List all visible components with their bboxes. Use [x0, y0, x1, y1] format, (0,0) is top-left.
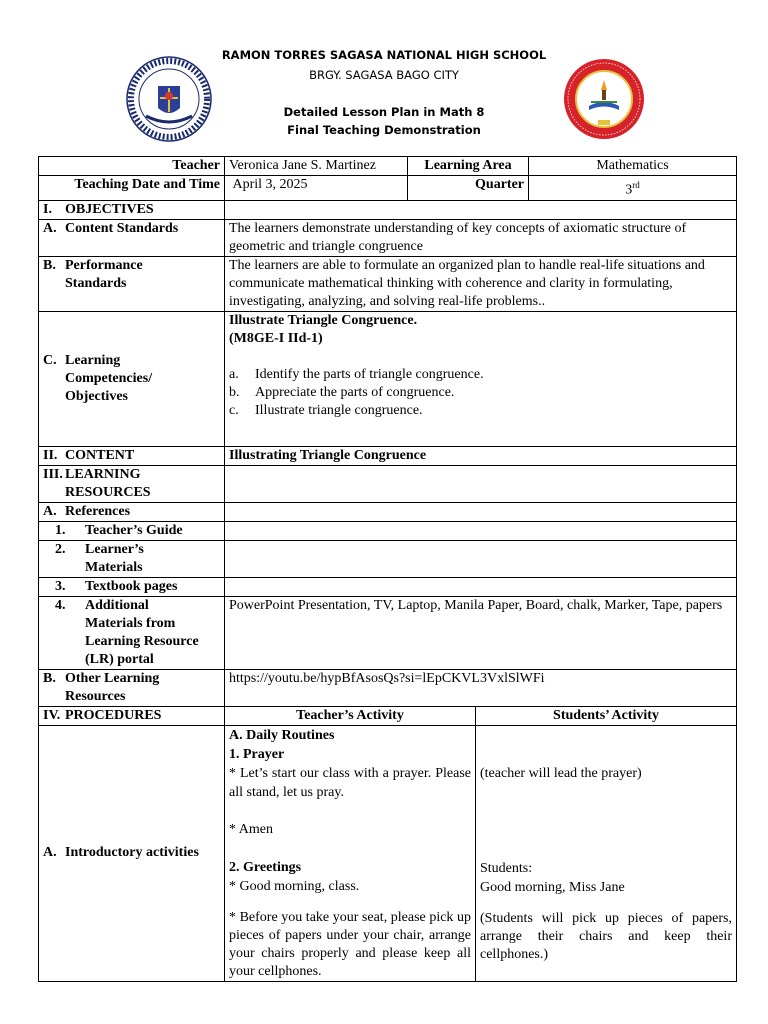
prayer-text: * Let’s start our class with a prayer. Please all stand, let us pray.	[229, 765, 471, 800]
learning-resources-row	[39, 465, 737, 502]
greetings-student-text: Good morning, Miss Jane	[480, 879, 625, 895]
greetings-text: * Good morning, class.	[229, 878, 360, 894]
introductory-activities-label: A. Introductory activities	[39, 725, 225, 981]
objective-item: c. Illustrate triangle congruence.	[229, 402, 423, 418]
additional-materials-text: PowerPoint Presentation, TV, Laptop, Manila Paper, Board, chalk, Marker, Tape, papers	[225, 596, 737, 669]
content-row	[39, 446, 737, 465]
competencies-row	[39, 311, 737, 446]
introductory-activities-row	[39, 725, 737, 981]
amen-text: * Amen	[229, 821, 273, 837]
procedures-heading: IV. PROCEDURES	[39, 706, 225, 725]
teacher-label: Teacher	[39, 157, 225, 176]
quarter-value: 3rd	[529, 176, 737, 201]
date-value: April 3, 2025	[225, 176, 408, 201]
content-standards-text: The learners demonstrate understanding of key concepts of axiomatic structure of geometric and triangle congruence	[225, 219, 737, 256]
document-subtitle: Final Teaching Demonstration	[287, 123, 481, 137]
prayer-heading: 1. Prayer	[229, 746, 285, 762]
learning-area-value: Mathematics	[529, 157, 737, 176]
content-heading: II. CONTENT	[39, 446, 225, 465]
content-standards-label: A. Content Standards	[39, 219, 225, 256]
performance-standards-row	[39, 256, 737, 311]
school-name: RAMON TORRES SAGASA NATIONAL HIGH SCHOOL	[221, 48, 547, 62]
lesson-plan-table	[38, 156, 737, 982]
date-label: Teaching Date and Time	[39, 176, 225, 201]
objective-item: a. Identify the parts of triangle congruence.	[229, 366, 484, 382]
prayer-student-response: (teacher will lead the prayer)	[480, 765, 642, 781]
performance-standards-label: B. Performance Standards	[39, 256, 225, 311]
teacher-activity-cell	[225, 725, 476, 981]
document-header	[0, 0, 768, 150]
learners-materials-row	[39, 540, 737, 577]
daily-routines-heading: A. Daily Routines	[229, 727, 335, 743]
seat-instruction-text: * Before you take your seat, please pick up pieces of papers under your chair, arrange your chairs properly and please keep all your cellphones.	[229, 909, 471, 979]
teacher-row	[39, 157, 737, 176]
content-standards-row	[39, 219, 737, 256]
additional-materials-row	[39, 596, 737, 669]
competency-code: (M8GE-I IId-1)	[229, 330, 323, 346]
document-title: Detailed Lesson Plan in Math 8	[283, 105, 485, 119]
objectives-row	[39, 200, 737, 219]
learning-resources-heading: III. LEARNING RESOURCES	[39, 465, 225, 502]
teachers-guide-row	[39, 521, 737, 540]
textbook-pages-row	[39, 577, 737, 596]
references-label: A. References	[39, 502, 225, 521]
references-row	[39, 502, 737, 521]
content-value: Illustrating Triangle Congruence	[225, 446, 737, 465]
quarter-label: Quarter	[408, 176, 529, 201]
other-resources-link[interactable]: https://youtu.be/hypBfAsosQs?si=lEpCKVL3VxlSlWFi	[225, 669, 737, 706]
seat-student-response: (Students will pick up pieces of papers, arrange their chairs and keep their cellphones.)	[480, 910, 732, 962]
greetings-heading: 2. Greetings	[229, 859, 302, 875]
student-activity-header: Students’ Activity	[476, 706, 737, 725]
objectives-heading: I. OBJECTIVES	[39, 200, 225, 219]
competencies-label: C. Learning Competencies/ Objectives	[39, 311, 225, 446]
teachers-guide-label: 1. Teacher’s Guide	[39, 521, 225, 540]
textbook-pages-label: 3. Textbook pages	[39, 577, 225, 596]
procedures-row	[39, 706, 737, 725]
performance-standards-text: The learners are able to formulate an organized plan to handle real-life situations and communicate mathematical thinking with coherence and clarity in formulating, investigating, analyzing, and solving real-life problems..	[225, 256, 737, 311]
competencies-cell	[225, 311, 737, 446]
other-resources-row	[39, 669, 737, 706]
competency-title: Illustrate Triangle Congruence.	[229, 312, 418, 328]
learning-area-label: Learning Area	[408, 157, 529, 176]
date-row	[39, 176, 737, 201]
school-address: BRGY. SAGASA BAGO CITY	[309, 68, 459, 82]
student-activity-cell	[476, 725, 737, 981]
teacher-value: Veronica Jane S. Martinez	[225, 157, 408, 176]
objective-item: b. Appreciate the parts of congruence.	[229, 384, 455, 400]
school-seal-icon	[563, 58, 645, 140]
additional-materials-label: 4. Additional Materials from Learning Resource (LR) portal	[39, 596, 225, 669]
teacher-activity-header: Teacher’s Activity	[225, 706, 476, 725]
learners-materials-label: 2. Learner’s Materials	[39, 540, 225, 577]
greetings-student-label: Students:	[480, 860, 533, 876]
other-resources-label: B. Other Learning Resources	[39, 669, 225, 706]
